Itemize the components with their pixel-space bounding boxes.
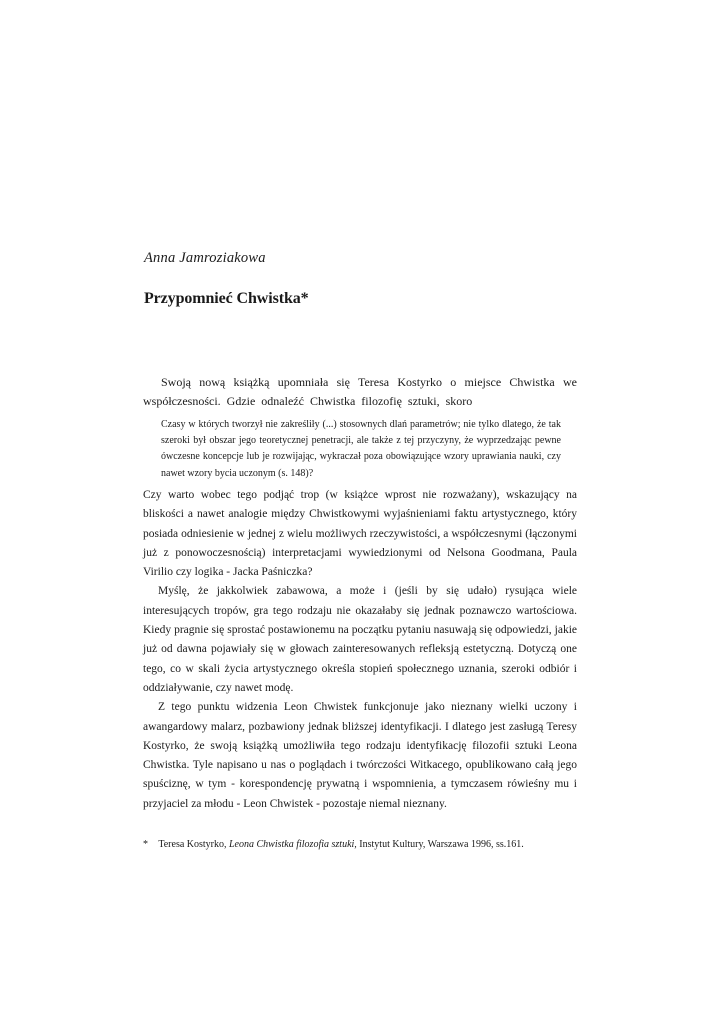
article-body [143,486,577,814]
footnote-book-title: Leona Chwistka filozofia sztuki, [229,839,357,850]
footnote-mark: * [143,839,148,850]
footnote [143,838,583,852]
block-quote: Czasy w których tworzył nie zakreśliły (...) stosownych dlań parametrów; nie tylko dlatego, że tak szeroki był obszar jego teoretycznej penetracji, ale także z tej przyczyny, że wyprzedzając pewne ówczesne koncepcje lub je rozwijając, wykraczał poza obowiązujące wzory uprawiania nauki, czy nawet wzory bycia uczonym (s. 148)? [161,419,561,479]
article-title: Przypomnieć Chwistka* [144,290,309,307]
footnote-publisher: Instytut Kultury, Warszawa 1996, ss.161. [359,839,524,850]
body-paragraph-1: Czy warto wobec tego podjąć trop (w książce wprost nie rozważany), wskazujący na bliskości a nawet analogie między Chwistkowymi wyjaśnieniami faktu artystycznego, który posiada odniesienie w jednej z wielu możliwych rzeczywistości, a współczesnymi (łączonymi już z ponowoczesnością) interpretacjami wywiedzionymi od Nelsona Goodmana, Paula Virilio czy logika - Jacka Paśniczka? [143,489,577,579]
body-paragraph-3: Z tego punktu widzenia Leon Chwistek funkcjonuje jako nieznany wielki uczony i awangardowy malarz, pozbawiony jednak bliższej identyfikacji. I dlatego jest zasługą Teresy Kostyrko, że swoją książką umożliwiła tego rodzaju identyfikację filozofii sztuki Leona Chwistka. Tyle napisano u nas o poglądach i twórczości Witkacego, opublikowano całą jego spuściznę, w tym - korespondencję prywatną i wspomnienia, a tymczasem rówieśny mu i przyjaciel za młodu - Leon Chwistek - pozostaje niemal nieznany. [143,701,577,810]
body-paragraph-2: Myślę, że jakkolwiek zabawowa, a może i (jeśli by się udało) rysująca wiele interesujących tropów, gra tego rodzaju nie okazałaby się jednak poznawczo wartościowa. Kiedy pragnie się sprostać postawionemu na początku pytaniu nasuwają się odpowiedzi, jakie już od dawna pojawiały się w głowach zainteresowanych refleksją estetyczną. Dotyczą one tego, co w skali życia artystycznego określa stopień społecznego uznania, szeroki odbiór i oddziaływanie, czy nawet modę. [143,585,577,694]
article-author: Anna Jamroziakowa [144,250,266,266]
footnote-author: Teresa Kostyrko, [158,839,227,850]
intro-paragraph: Swoją nową książką upomniała się Teresa Kostyrko o miejsce Chwistka we współczesności. Gdzie odnaleźć Chwistka filozofię sztuki, skoro [143,375,577,408]
